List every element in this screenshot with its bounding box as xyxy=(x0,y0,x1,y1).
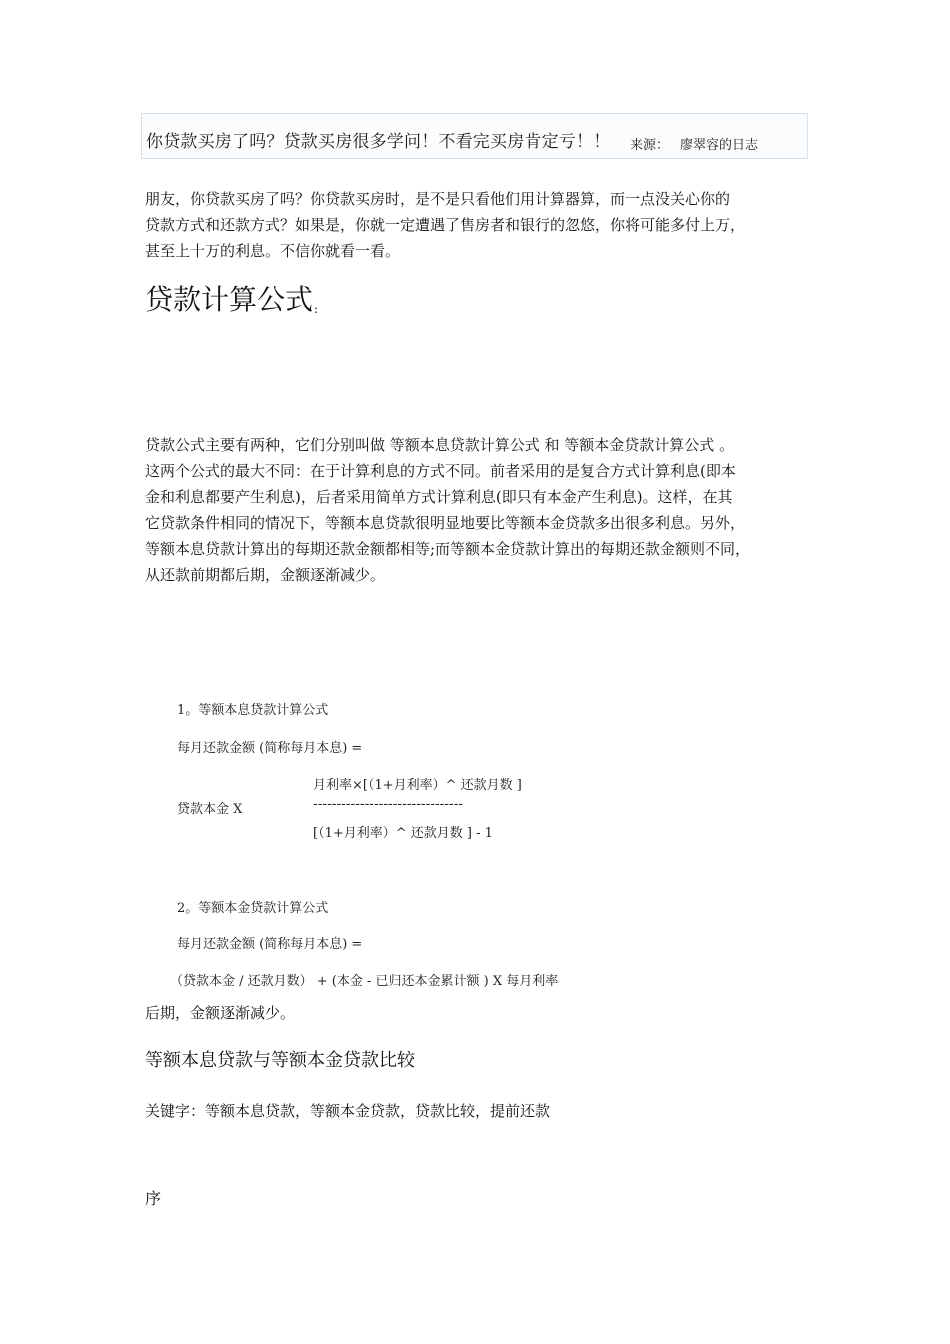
formula-1-denominator: [（1+月利率）^ 还款月数 ] - 1 xyxy=(313,826,493,841)
description-line: 从还款前期都后期，金额逐渐减少。 xyxy=(145,566,386,584)
intro-paragraph xyxy=(145,186,745,264)
section-heading-mark: : xyxy=(314,302,319,316)
formula-1-monthly-label: 每月还款金额 (简称每月本息) = xyxy=(177,741,363,756)
description-line: 这两个公式的最大不同：在于计算利息的方式不同。前者采用的是复合方式计算利息(即本 xyxy=(145,462,736,480)
section-heading-loan-formula: 贷款计算公式 xyxy=(145,283,314,316)
tail-line: 后期，金额逐渐减少。 xyxy=(145,1004,296,1022)
formula-2-monthly-label: 每月还款金额 (简称每月本息) = xyxy=(177,937,363,952)
intro-line: 甚至上十万的利息。不信你就看一看。 xyxy=(145,242,401,260)
intro-line: 朋友，你贷款买房了吗？你贷款买房时，是不是只看他们用计算器算，而一点没关心你的 xyxy=(145,190,731,208)
formula-2-expression: （贷款本金 / 还款月数） + (本金 - 已归还本金累计额 ) X 每月利率 xyxy=(170,974,559,989)
formula-1-title: 1。等额本息贷款计算公式 xyxy=(177,703,329,718)
formula-1-fraction-line: -------------------------------- xyxy=(313,797,464,812)
description-line: 金和利息都要产生利息)，后者采用简单方式计算利息(即只有本金产生利息)。这样，在其 xyxy=(145,488,733,506)
description-line: 等额本息贷款计算出的每期还款金额都相等;而等额本金贷款计算出的每期还款金额则不同， xyxy=(145,540,751,558)
formula-2-title: 2。等额本金贷款计算公式 xyxy=(177,901,329,916)
article-title: 你贷款买房了吗？贷款买房很多学问！不看完买房肯定亏！！ xyxy=(146,132,611,152)
description-paragraph xyxy=(145,432,750,588)
comparison-heading: 等额本息贷款与等额本金贷款比较 xyxy=(145,1050,415,1071)
formula-1-principal: 贷款本金 X xyxy=(177,802,243,817)
keywords-line: 关键字：等额本息贷款，等额本金贷款，贷款比较，提前还款 xyxy=(145,1102,551,1120)
description-line: 它贷款条件相同的情况下，等额本息贷款很明显地要比等额本金贷款多出很多利息。另外， xyxy=(145,514,746,532)
description-line: 贷款公式主要有两种，它们分别叫做 等额本息贷款计算公式 和 等额本金贷款计算公式 。 xyxy=(145,436,735,454)
formula-1-numerator: 月利率×[（1+月利率）^ 还款月数 ] xyxy=(313,778,522,793)
intro-line: 贷款方式和还款方式？如果是，你就一定遭遇了售房者和银行的忽悠，你将可能多付上万， xyxy=(145,216,746,234)
source-label: 来源： xyxy=(630,138,670,153)
tail-paragraph xyxy=(145,1000,295,1026)
preface-heading: 序 xyxy=(145,1189,162,1208)
source-name[interactable]: 廖翠容的日志 xyxy=(680,138,759,153)
